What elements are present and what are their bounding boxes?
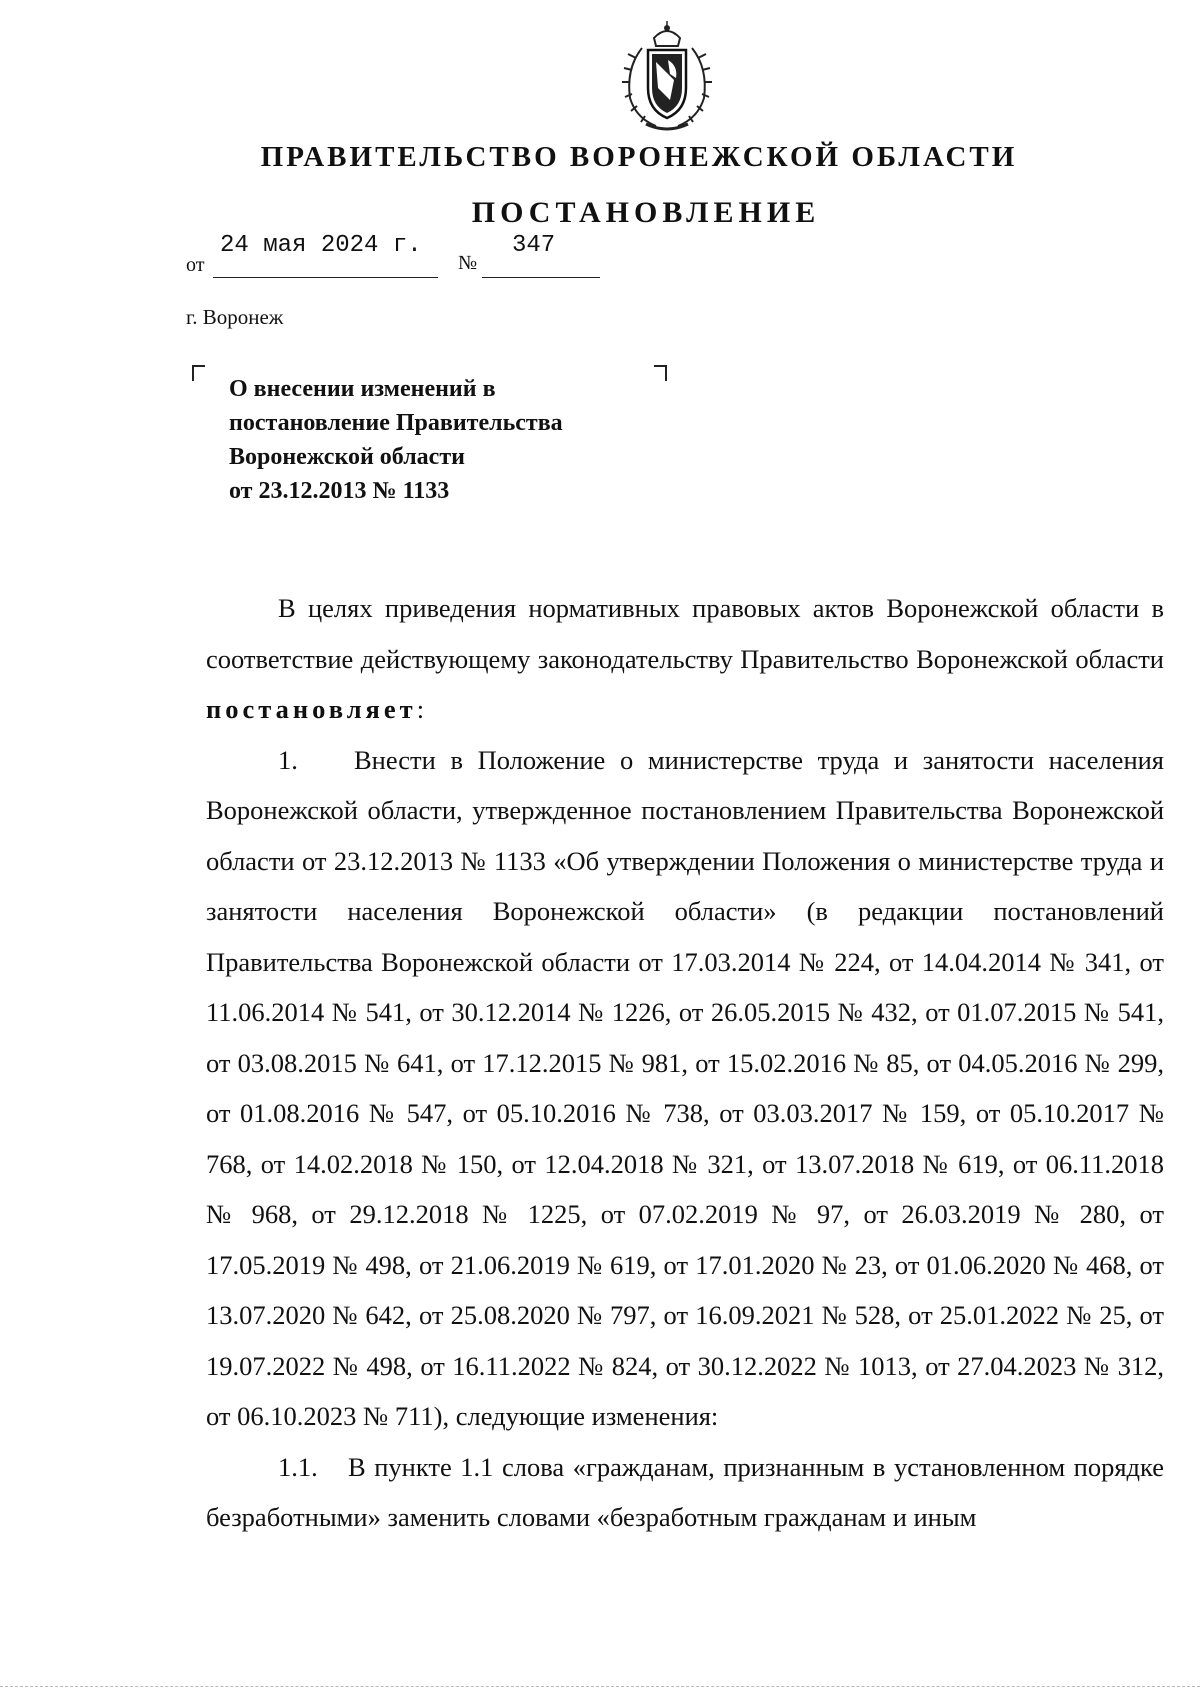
document-type-title: ПОСТАНОВЛЕНИЕ: [471, 196, 821, 229]
date-number-row: [186, 232, 666, 290]
document-body: [206, 583, 1164, 1543]
item-1-1-paragraph: [206, 1442, 1164, 1543]
subject-bracket-right: [654, 365, 667, 381]
preamble-paragraph: [206, 583, 1164, 735]
document-subject: [229, 372, 563, 508]
organization-title: ПРАВИТЕЛЬСТВО ВОРОНЕЖСКОЙ ОБЛАСТИ: [260, 141, 1018, 173]
subject-bracket-left: [192, 365, 205, 381]
preamble-end: :: [416, 694, 425, 724]
city-label: г. Воронеж: [186, 305, 284, 329]
subject-line: О внесении изменений в: [229, 376, 496, 402]
item-1-number: 1.: [278, 744, 298, 775]
item-1-1-number: 1.1.: [278, 1451, 318, 1482]
subject-line: Воронежской области: [229, 444, 465, 470]
item-1-paragraph: [206, 735, 1164, 1442]
item-1-1-text: В пункте 1.1 слова «гражданам, признанным в установленном порядке безработными» заменить словами «безработным гражданам и иным: [206, 1451, 1164, 1532]
number-underline: [482, 277, 600, 278]
date-underline: [213, 277, 438, 278]
number-label: №: [458, 252, 478, 274]
date-value: 24 мая 2024 г.: [220, 232, 422, 259]
date-label: от: [186, 254, 205, 276]
preamble-verb: постановляет: [206, 694, 417, 724]
number-value: 347: [512, 232, 556, 259]
page-bottom-edge: [0, 1686, 1200, 1687]
subject-line: постановление Правительства: [229, 410, 563, 436]
preamble-text: В целях приведения нормативных правовых актов Воронежской области в соответствие действующему законодательству Правительство Воронежской области: [206, 593, 1164, 674]
subject-line: от 23.12.2013 № 1133: [229, 478, 450, 504]
item-1-text: Внести в Положение о министерстве труда и занятости населения Воронежской области, утвержденное постановлением Правительства Воронежской области от 23.12.2013 № 1133 «Об утверждении Положения о министерстве труда и занятости населения Воронежской области» (в редакции постановлений Правительства Воронежской области от 17.03.2014 № 224, от 14.04.2014 № 341, от 11.06.2014 № 541, от 30.12.2014 № 1226, от 26.05.2015 № 432, от 01.07.2015 № 541, от 03.08.2015 № 641, от 17.12.2015 № 981, от 15.02.2016 № 85, от 04.05.2016 № 299, от 01.08.2016 № 547, от 05.10.2016 № 738, от 03.03.2017 № 159, от 05.10.2017 № 768, от 14.02.2018 № 150, от 12.04.2018 № 321, от 13.07.2018 № 619, от 06.11.2018 № 968, от 29.12.2018 № 1225, от 07.02.2019 № 97, от 26.03.2019 № 280, от 17.05.2019 № 498, от 21.06.2019 № 619, от 17.01.2020 № 23, от 01.06.2020 № 468, от 13.07.2020 № 642, от 25.08.2020 № 797, от 16.09.2021 № 528, от 25.01.2022 № 25, от 19.07.2022 № 498, от 16.11.2022 № 824, от 30.12.2022 № 1013, от 27.04.2023 № 312, от 06.10.2023 № 711), следующие изменения:: [206, 744, 1164, 1431]
coat-of-arms-emblem-icon: [612, 18, 722, 138]
